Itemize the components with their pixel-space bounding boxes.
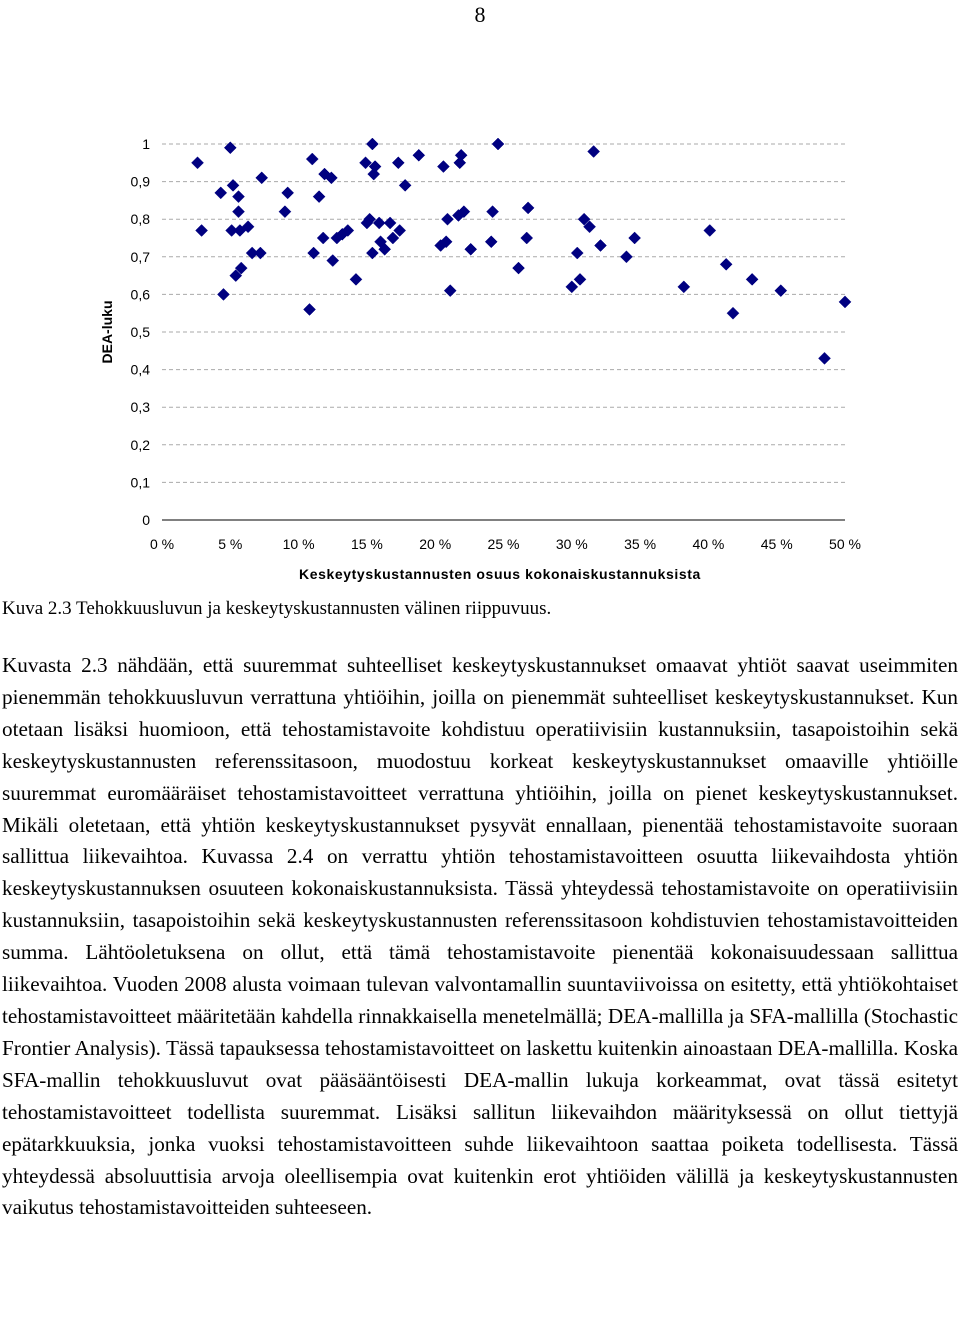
data-point (192, 157, 204, 169)
data-point (306, 153, 318, 165)
data-point (492, 138, 504, 150)
data-point (215, 187, 227, 199)
data-point (571, 247, 583, 259)
data-point (413, 149, 425, 161)
data-point (217, 288, 229, 300)
data-point (279, 206, 291, 218)
data-point (487, 206, 499, 218)
body-paragraph: Kuvasta 2.3 nähdään, että suuremmat suhteelliset keskeytyskustannukset omaavat yhtiöt saavat useimmiten pienemmän tehokkuusluvun verrattuna yhtiöihin, joilla on pienemmät suhteelliset keskeytyskustannukset. Kun otetaan lisäksi huomioon, että tehostamistavoite kohdistuu operatiivisiin kustannuksiin, tasapoistoihin sekä keskeytyskustannusten referenssitasoon, muodostuu korkeat keskeytyskustannukset omaaville yhtiöille suuremmat euromääräiset tehostamistavoitteet verrattuna yhtiöihin, joilla on pienet keskeytyskustannukset. Mikäli oletetaan, että yhtiön keskeytyskustannukset pysyvät ennallaan, pienentää tehostamistavoite suoraan sallittua liikevaihtoa. Kuvassa 2.4 on verrattu yhtiön tehostamistavoitteen osuutta liikevaihdosta yhtiön keskeytyskustannuksen osuuteen kokonaiskustannuksista. Tässä yhteydessä tehostamistavoite on operatiivisiin kustannuksiin, tasapoistoihin sekä keskeytyskustannusten referenssitasoon kohdistuvien tehostamistavoitteiden summa. Lähtöoletuksena on ollut, että tämä tehostamistavoite pienentää kokonaisuudessaan sallittua liikevaihtoa. Vuoden 2008 alusta voimaan tulevan valvontamallin suuntaviivoissa on esitetty, että yhtiökohtaiset tehostamistavoitteet määritetään kahdella rinnakkaisella menetelmällä; DEA-mallilla ja SFA-mallilla (Stochastic Frontier Analysis). Tässä tapauksessa tehostamistavoitteet on laskettu kuitenkin ainoastaan DEA-mallilla. Koska SFA-mallin tehokkuusluvut ovat pääsääntöisesti DEA-mallin lukuja korkeammat, ovat tässä esitetyt tehostamistavoitteet todellista suuremmat. Lisäksi sallitun liikevaihdon määrityksessä on ollut tiettyjä epätarkkuuksia, jonka vuoksi tehostamistavoitteen suhde liikevaihtoon saattaa poiketa todellisesta. Tässä yhteydessä absoluuttisia arvoja oleellisempia ovat kuitenkin erot yhtiöiden välillä ja keskeytyskustannusten vaikutus tehostamistavoitteiden suhteeseen. (2, 653, 958, 1220)
data-point (620, 251, 632, 263)
data-point (366, 138, 378, 150)
x-tick-label: 45 % (760, 536, 793, 552)
data-point (594, 240, 606, 252)
data-point (839, 296, 851, 308)
data-point (304, 303, 316, 315)
data-point (437, 161, 449, 173)
x-tick-label: 5 % (218, 536, 243, 552)
x-tick-label: 25 % (487, 536, 520, 552)
x-tick-label: 20 % (419, 536, 452, 552)
page-number: 8 (474, 2, 486, 27)
data-point (574, 273, 586, 285)
data-point (196, 224, 208, 236)
y-axis-label: DEA-luku (99, 300, 115, 364)
y-tick-label: 0,4 (130, 361, 150, 378)
data-point (485, 236, 497, 248)
scatter-chart (0, 120, 960, 590)
y-tick-label: 0,9 (130, 173, 150, 190)
data-point (522, 202, 534, 214)
data-point (313, 191, 325, 203)
data-point (317, 232, 329, 244)
y-tick-label: 0,1 (130, 474, 150, 491)
data-point (256, 172, 268, 184)
data-point (678, 281, 690, 293)
figure-caption: Kuva 2.3 Tehokkuusluvun ja keskeytyskustannusten välinen riippuvuus. (2, 598, 552, 619)
x-tick-label: 40 % (692, 536, 725, 552)
data-point (441, 213, 453, 225)
data-point (465, 243, 477, 255)
y-tick-label: 0,7 (130, 248, 150, 265)
y-tick-label: 0,5 (130, 324, 150, 340)
data-point (819, 352, 831, 364)
data-point (327, 255, 339, 267)
data-point (350, 273, 362, 285)
data-point (444, 285, 456, 297)
y-tick-label: 0 (142, 512, 150, 528)
data-point (746, 273, 758, 285)
data-point (282, 187, 294, 199)
x-tick-label: 0 % (149, 536, 175, 552)
data-point (232, 206, 244, 218)
x-axis-label: Keskeytyskustannusten osuus kokonaiskustannuksista (299, 566, 701, 582)
data-point (392, 157, 404, 169)
x-tick-label: 35 % (624, 536, 657, 552)
y-tick-label: 0,3 (130, 399, 150, 416)
y-tick-label: 0,6 (130, 286, 150, 303)
data-point (513, 262, 525, 274)
data-point (232, 191, 244, 203)
data-point (775, 285, 787, 297)
data-point (566, 281, 578, 293)
data-point (588, 146, 600, 158)
y-tick-label: 1 (142, 136, 150, 152)
x-tick-label: 15 % (350, 536, 383, 552)
data-point (720, 258, 732, 270)
y-tick-label: 0,2 (130, 436, 150, 453)
data-point (629, 232, 641, 244)
data-point (727, 307, 739, 319)
data-point (704, 224, 716, 236)
x-tick-label: 10 % (282, 536, 315, 552)
data-point (521, 232, 533, 244)
x-tick-label: 30 % (555, 536, 588, 552)
y-tick-label: 0,8 (130, 211, 150, 228)
x-tick-label: 50 % (829, 536, 861, 552)
